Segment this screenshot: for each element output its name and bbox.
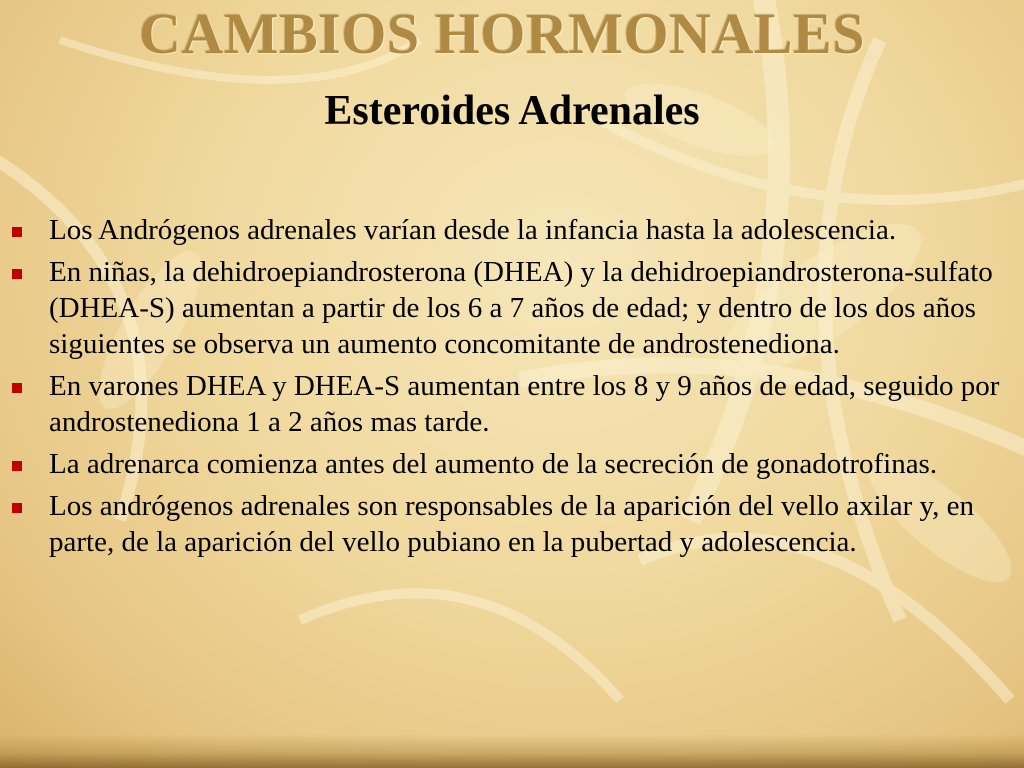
bullet-item bbox=[0, 446, 1024, 482]
bullet-text: Los Andrógenos adrenales varían desde la infancia hasta la adolescencia. bbox=[49, 214, 897, 246]
bullet-text: Los andrógenos adrenales son responsables de la aparición del vello axilar y, en parte, de la aparición del vello pubiano en la pubertad y adolescencia. bbox=[49, 490, 974, 558]
slide-subtitle: Esteroides Adrenales bbox=[324, 88, 700, 134]
bullet-item bbox=[0, 368, 1024, 440]
bullet-text: La adrenarca comienza antes del aumento de la secreción de gonadotrofinas. bbox=[49, 448, 938, 480]
square-bullet-icon bbox=[12, 383, 22, 393]
slide-title: CAMBIOS HORMONALES bbox=[138, 1, 865, 66]
bullet-item bbox=[0, 212, 1024, 248]
bullet-text: En varones DHEA y DHEA-S aumentan entre los 8 y 9 años de edad, seguido por androstenediona 1 a 2 años mas tarde. bbox=[49, 370, 1000, 438]
bullet-item bbox=[0, 254, 1024, 362]
bullet-item bbox=[0, 488, 1024, 560]
square-bullet-icon bbox=[12, 503, 22, 513]
square-bullet-icon bbox=[12, 461, 22, 471]
bullet-list bbox=[0, 212, 1024, 566]
bottom-band bbox=[0, 734, 1024, 768]
square-bullet-icon bbox=[12, 227, 22, 237]
bullet-text: En niñas, la dehidroepiandrosterona (DHEA) y la dehidroepiandrosterona-sulfato (DHEA-S) aumentan a partir de los 6 a 7 años de edad; y dentro de los dos años siguientes se observa un aumento concomitante de androstenediona. bbox=[49, 256, 993, 360]
square-bullet-icon bbox=[12, 269, 22, 279]
